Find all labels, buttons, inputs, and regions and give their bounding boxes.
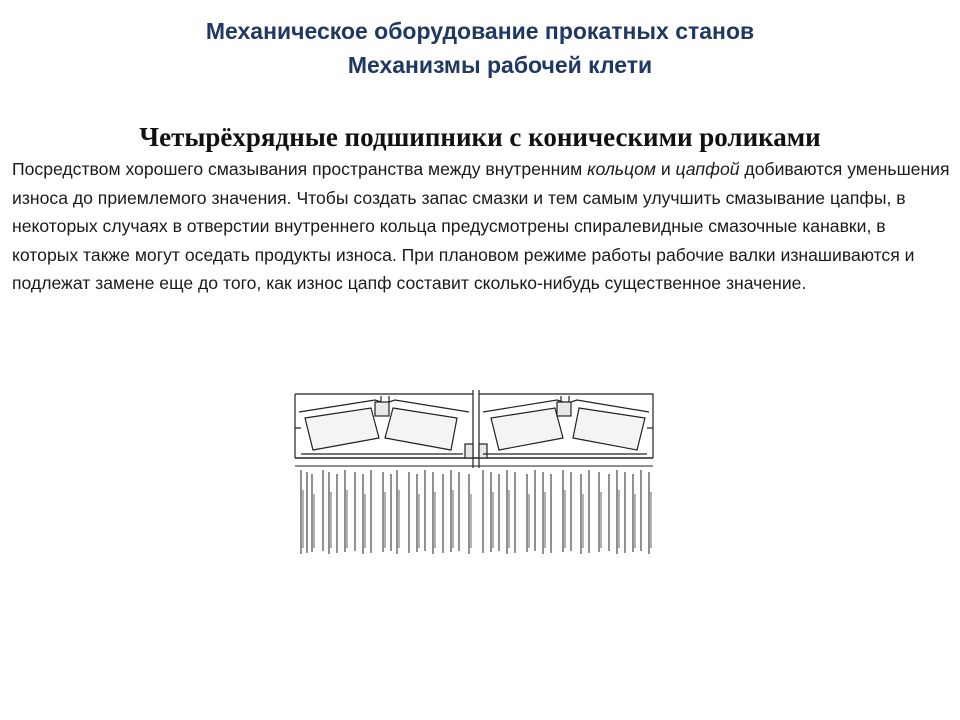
paragraph-text-2: и xyxy=(655,159,676,179)
emphasis-ring: кольцом xyxy=(587,159,656,179)
paragraph-text-1: Посредством хорошего смазывания пространства между внутренним xyxy=(12,159,588,179)
slide-title: Механическое оборудование прокатных станов xyxy=(205,18,755,44)
slide-header xyxy=(0,14,960,82)
bearing-drawing xyxy=(293,388,655,556)
body-paragraph xyxy=(12,155,952,298)
bearing-cross-section-icon xyxy=(293,388,655,556)
emphasis-journal: цапфой xyxy=(675,159,740,179)
section-title: Четырёхрядные подшипники с коническими роликами xyxy=(139,122,821,152)
paragraph-text-3: добиваются уменьшения износа до приемлемого значения. Чтобы создать запас смазки и тем самым улучшить смазывание цапфы, в некоторых случаях в отверстии внутреннего кольца предусмотрены спиралевидные смазочные канавки, в которых также могут оседать продукты износа. При плановом режиме работы рабочие валки изнашиваются и подлежат замене еще до того, как износ цапф составит сколько-нибудь существенное значение. xyxy=(12,159,950,294)
slide-subtitle: Механизмы рабочей клети xyxy=(347,52,653,78)
